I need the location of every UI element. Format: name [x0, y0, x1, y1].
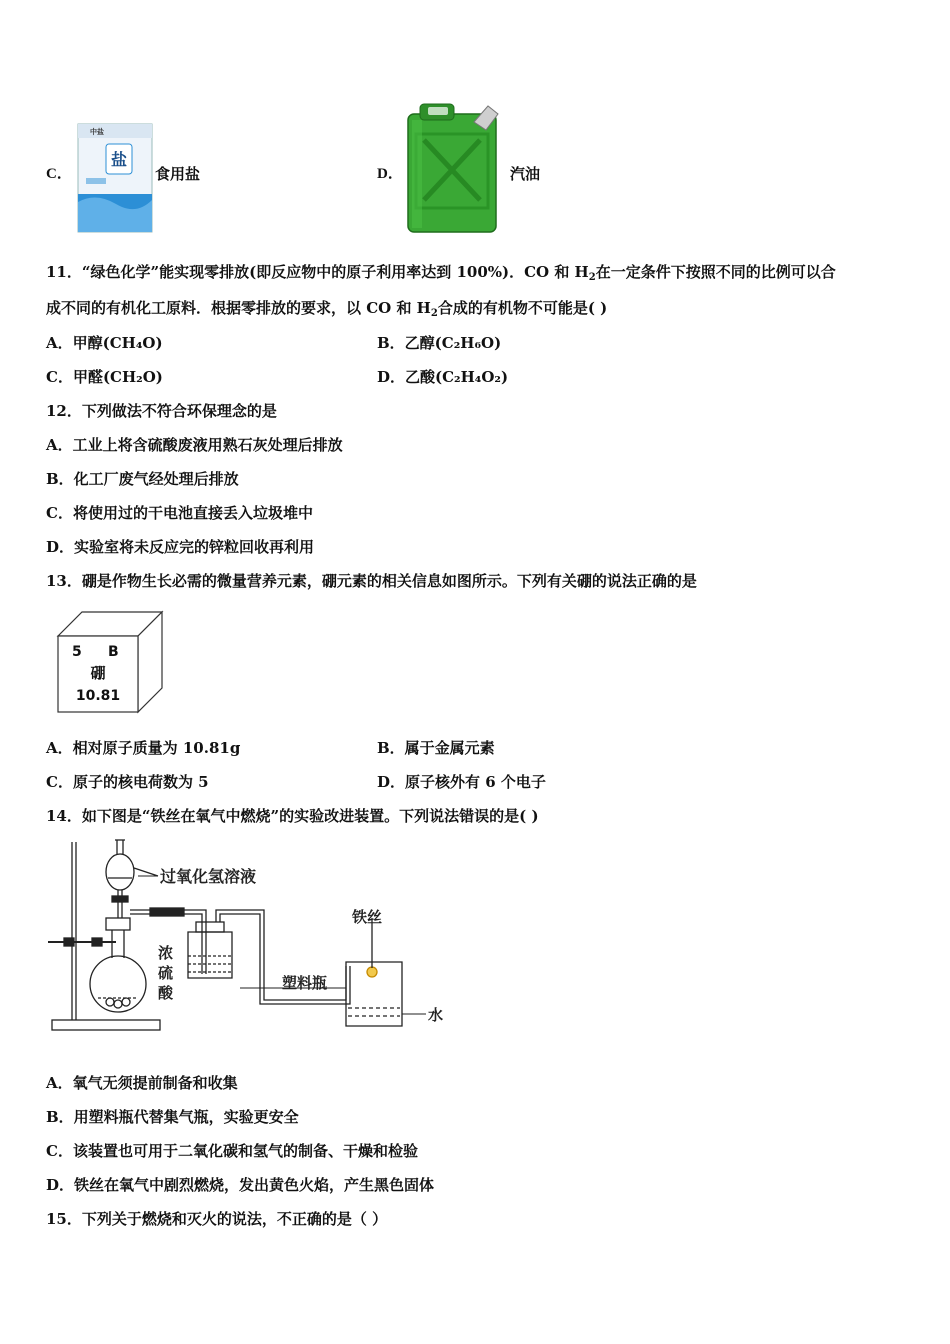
q11-option-b: B．乙醇(C₂H₆O)	[377, 334, 502, 352]
gas-can-image	[404, 100, 502, 236]
q10-option-c-label: C．	[46, 166, 72, 182]
q11-stem-line1: 11．“绿色化学”能实现零排放(即反应物中的原子利用率达到 100%)．CO 和 $H_2$在一定条件下按照不同的比例可以合	[46, 263, 836, 283]
q11-option-c: C．甲醛(CH₂O)	[46, 368, 163, 386]
q15-stem: 15．下列关于燃烧和灭火的说法，不正确的是（ ）	[46, 1210, 388, 1228]
q10-option-d-text: 汽油	[510, 165, 541, 183]
q12-option-d: D．实验室将未反应完的锌粒回收再利用	[46, 538, 315, 556]
q14-option-b: B．用塑料瓶代替集气瓶，实验更安全	[46, 1108, 299, 1126]
apparatus-diagram	[46, 838, 456, 1038]
q13-option-a: A．相对原子质量为 10.81g	[46, 739, 241, 757]
q12-option-b: B．化工厂废气经处理后排放	[46, 470, 239, 488]
q13-option-d: D．原子核外有 6 个电子	[377, 773, 546, 791]
q10-option-d-label: D．	[377, 166, 403, 182]
q11-stem-line2: 成不同的有机化工原料．根据零排放的要求，以 CO 和 $H_2$合成的有机物不可能是( )	[46, 299, 608, 319]
label-acid-2: 硫	[158, 964, 174, 982]
label-iron-wire: 铁丝	[352, 908, 383, 926]
element-symbol: B	[108, 644, 119, 660]
q13-option-b: B．属于金属元素	[377, 739, 495, 757]
q11-option-d: D．乙酸(C₂H₄O₂)	[377, 368, 509, 386]
q14-option-a: A．氧气无须提前制备和收集	[46, 1074, 238, 1092]
q12-option-a: A．工业上将含硫酸废液用熟石灰处理后排放	[46, 436, 343, 454]
salt-package-image	[76, 122, 154, 234]
salt-package-text: 盐	[110, 150, 128, 169]
q14-option-c: C．该装置也可用于二氧化碳和氢气的制备、干燥和检验	[46, 1142, 418, 1160]
label-plastic-bottle: 塑料瓶	[282, 974, 328, 992]
label-acid-3: 酸	[158, 984, 174, 1002]
element-mass: 10.81	[75, 688, 121, 704]
element-cube-diagram	[56, 610, 168, 716]
label-water: 水	[428, 1006, 444, 1024]
q13-stem: 13．硼是作物生长必需的微量营养元素，硼元素的相关信息如图所示。下列有关硼的说法正确的是	[46, 572, 697, 590]
q13-option-c: C．原子的核电荷数为 5	[46, 773, 209, 791]
element-number: 5	[72, 644, 82, 660]
salt-package-small-text: 中盐	[90, 128, 104, 136]
q12-stem: 12．下列做法不符合环保理念的是	[46, 402, 277, 420]
label-acid-1: 浓	[158, 944, 174, 962]
element-name: 硼	[90, 664, 106, 682]
q10-option-c-text: 食用盐	[155, 165, 201, 183]
q11-option-a: A．甲醇(CH₄O)	[46, 334, 163, 352]
q14-stem: 14．如下图是“铁丝在氧气中燃烧”的实验改进装置。下列说法错误的是( )	[46, 807, 539, 825]
label-h2o2: 过氧化氢溶液	[160, 867, 257, 886]
q12-option-c: C．将使用过的干电池直接丢入垃圾堆中	[46, 504, 313, 522]
q14-option-d: D．铁丝在氧气中剧烈燃烧，发出黄色火焰，产生黑色固体	[46, 1176, 435, 1194]
